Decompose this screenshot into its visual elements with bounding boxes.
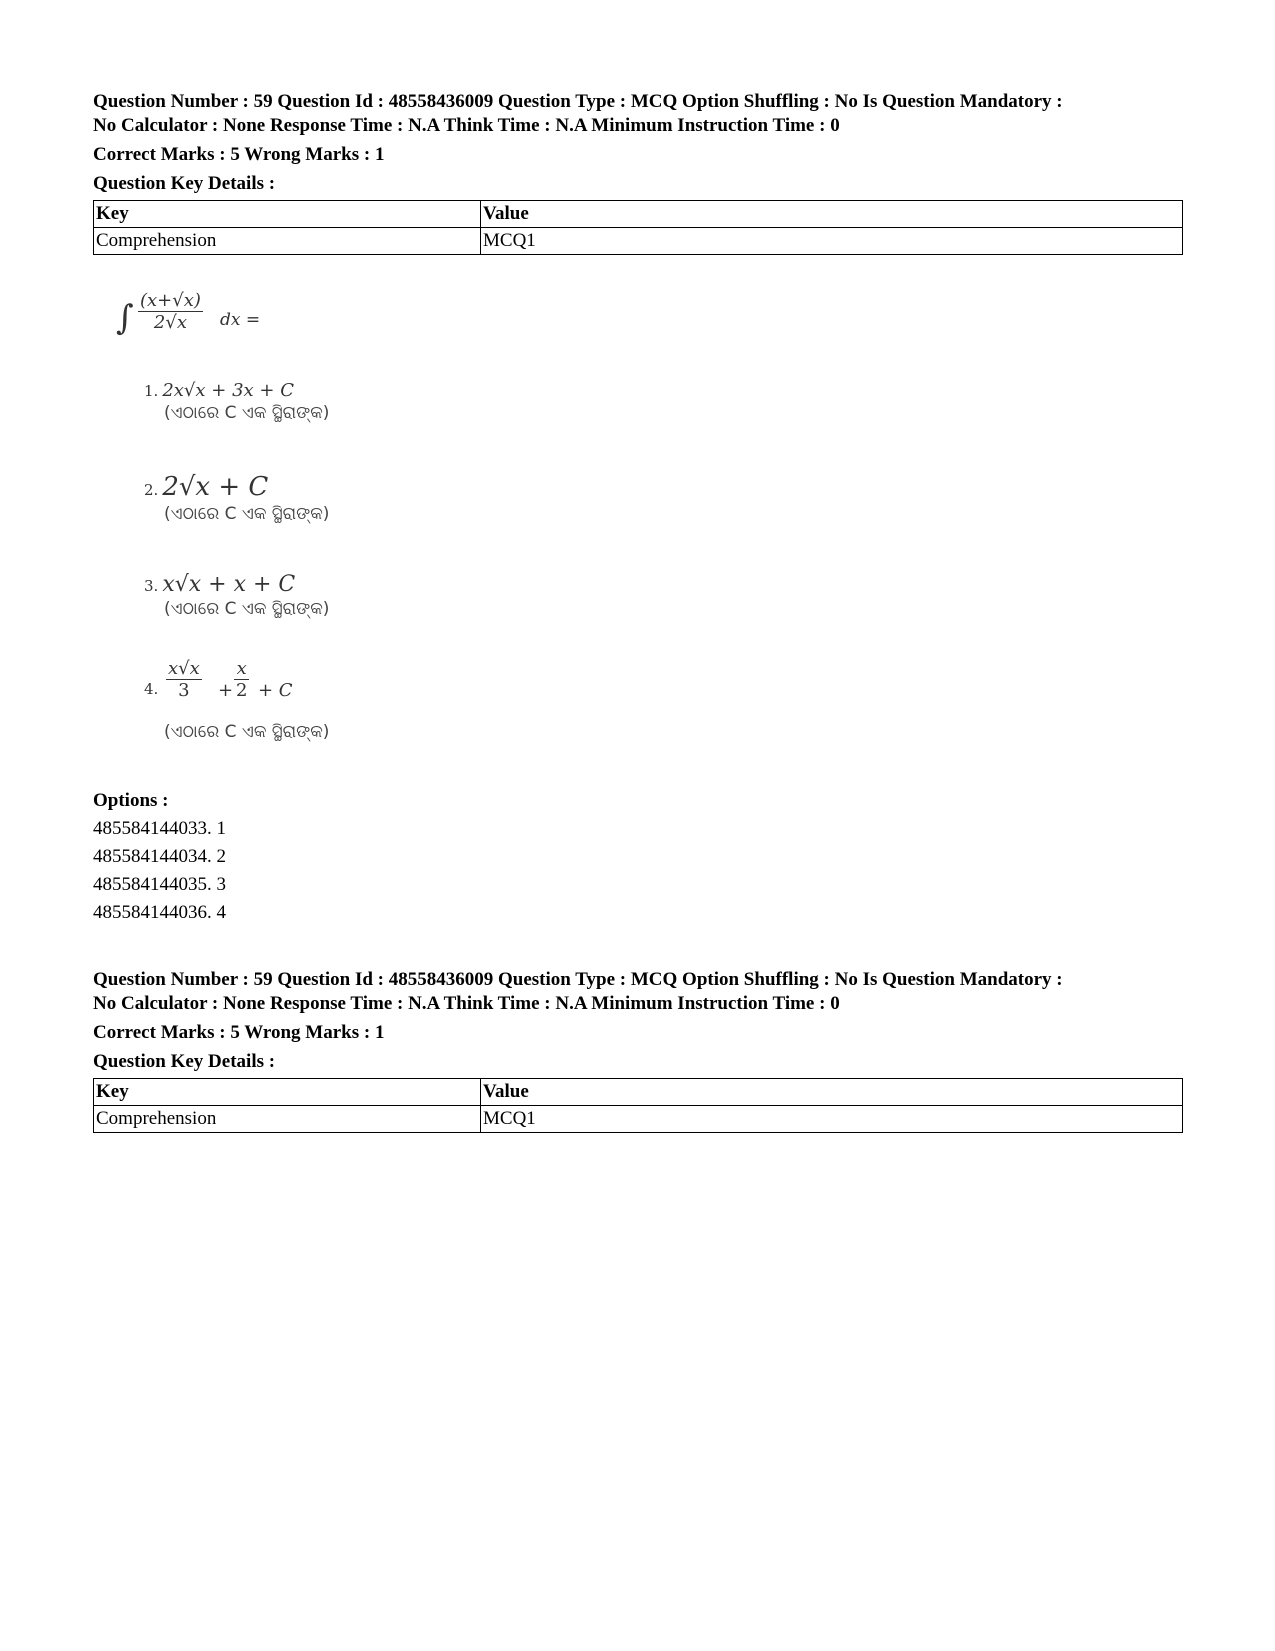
dx-label: dx = xyxy=(220,310,261,330)
table-row xyxy=(94,228,1183,255)
choice-note: (ଏଠାରେ C ଏକ ସ୍ଥିରାଙ୍କ) xyxy=(164,403,330,423)
choice-number: 2. xyxy=(144,481,159,499)
choice-note: (ଏଠାରେ C ଏକ ସ୍ଥିରାଙ୍କ) xyxy=(164,504,330,524)
integral-sign: ∫ xyxy=(116,298,134,338)
question-meta-line-1: Question Number : 59 Question Id : 48558436009 Question Type : MCQ Option Shuffling : No Is Question Mandatory : xyxy=(93,969,1063,990)
marks-line: Correct Marks : 5 Wrong Marks : 1 xyxy=(93,1022,385,1043)
choice-expression: 2√x + C xyxy=(162,472,269,502)
choice-4-fraction-1 xyxy=(166,658,202,701)
table-row xyxy=(94,1106,1183,1133)
table-header-value: Value xyxy=(481,201,1183,228)
list-item: 485584144035. 3 xyxy=(93,874,226,895)
options-title: Options : xyxy=(93,790,169,811)
integrand-fraction xyxy=(138,290,203,333)
fraction-denominator: 2 xyxy=(236,680,248,701)
table-header-key: Key xyxy=(94,201,481,228)
integrand-denominator: 2√x xyxy=(138,311,203,333)
question-meta-line-1: Question Number : 59 Question Id : 48558436009 Question Type : MCQ Option Shuffling : No Is Question Mandatory : xyxy=(93,91,1063,112)
choice-2 xyxy=(144,472,329,524)
table-header-value: Value xyxy=(481,1079,1183,1106)
choice-4-tail: + C xyxy=(258,680,293,701)
integrand-numerator: (x+√x) xyxy=(140,290,201,311)
list-item: 485584144034. 2 xyxy=(93,846,226,867)
list-item: 485584144036. 4 xyxy=(93,902,226,923)
choice-4-fraction-2 xyxy=(234,658,249,701)
fraction-numerator: x xyxy=(236,658,247,679)
table-cell-key: Comprehension xyxy=(94,228,481,255)
table-header-row xyxy=(94,201,1183,228)
question-meta-line-2: No Calculator : None Response Time : N.A Think Time : N.A Minimum Instruction Time : 0 xyxy=(93,115,840,136)
choice-note: (ଏଠାରେ C ଏକ ସ୍ଥିରାଙ୍କ) xyxy=(164,599,330,619)
table-cell-value: MCQ1 xyxy=(481,1106,1183,1133)
choice-expression: 2x√x + 3x + C xyxy=(162,380,294,401)
question-header-2 xyxy=(93,968,1183,1133)
choice-number: 3. xyxy=(144,577,159,595)
table-cell-value: MCQ1 xyxy=(481,228,1183,255)
key-details-table xyxy=(93,1078,1183,1133)
key-details-label: Question Key Details : xyxy=(93,173,276,194)
fraction-numerator: x√x xyxy=(168,658,200,679)
key-details-table xyxy=(93,200,1183,255)
question-image xyxy=(108,290,468,770)
choice-1 xyxy=(144,380,329,423)
question-header-1 xyxy=(93,90,1183,255)
fraction-denominator: 3 xyxy=(166,679,202,701)
marks-line: Correct Marks : 5 Wrong Marks : 1 xyxy=(93,144,385,165)
table-cell-key: Comprehension xyxy=(94,1106,481,1133)
choice-4: 4. $\frac{x√x}{3}$ + $\frac{x}{2}$ + C (ଏଠାରେ C ଏକ ସ୍ଥିରାଙ୍କ) xyxy=(144,658,330,742)
choice-number: 4. xyxy=(144,680,159,698)
choice-note: (ଏଠାରେ C ଏକ ସ୍ଥିରାଙ୍କ) xyxy=(164,722,330,742)
options-list xyxy=(93,787,226,927)
table-header-row xyxy=(94,1079,1183,1106)
list-item: 485584144033. 1 xyxy=(93,818,226,839)
table-header-key: Key xyxy=(94,1079,481,1106)
choice-number: 1. xyxy=(144,382,159,400)
key-details-label: Question Key Details : xyxy=(93,1051,276,1072)
choice-3 xyxy=(144,572,329,619)
choice-expression: x√x + x + C xyxy=(162,572,296,597)
question-meta-line-2: No Calculator : None Response Time : N.A Think Time : N.A Minimum Instruction Time : 0 xyxy=(93,993,840,1014)
